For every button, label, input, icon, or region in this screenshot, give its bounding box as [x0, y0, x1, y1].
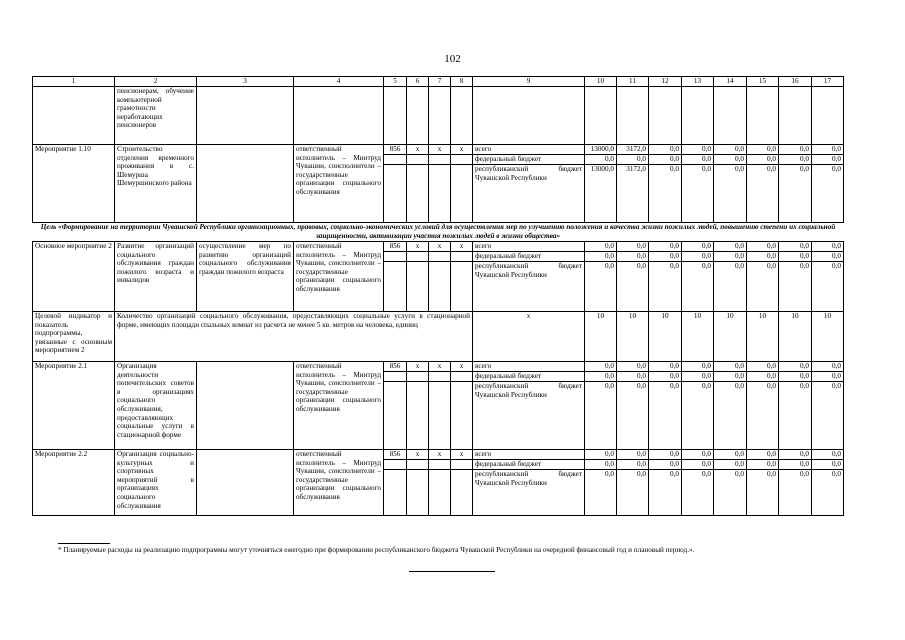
financing-row — [33, 145, 844, 155]
indicator-row — [33, 312, 844, 362]
cell — [407, 460, 429, 470]
funding-value: 0,0 — [682, 165, 714, 223]
funding-value: 0,0 — [747, 450, 779, 460]
column-header: 3 — [197, 77, 294, 87]
activity-result — [197, 450, 294, 516]
indicator-value: 10 — [649, 312, 682, 362]
funding-value: 0,0 — [649, 460, 682, 470]
cell — [747, 87, 779, 145]
code-x: x — [451, 145, 473, 155]
funding-value: 0,0 — [617, 450, 649, 460]
funding-value: 0,0 — [779, 145, 812, 155]
column-header: 14 — [714, 77, 747, 87]
funding-value: 0,0 — [779, 460, 812, 470]
cell — [585, 87, 617, 145]
funding-value: 0,0 — [779, 362, 812, 372]
code-x: x — [451, 242, 473, 252]
cell — [33, 87, 115, 145]
cell — [407, 382, 429, 450]
indicator-value: 10 — [747, 312, 779, 362]
cell — [649, 87, 682, 145]
funding-value: 0,0 — [585, 450, 617, 460]
cell — [617, 87, 649, 145]
cell — [384, 165, 407, 223]
funding-value: 0,0 — [812, 470, 844, 516]
funding-value: 0,0 — [617, 460, 649, 470]
cell — [407, 372, 429, 382]
column-header: 8 — [451, 77, 473, 87]
code-x: x — [407, 242, 429, 252]
funding-value: 0,0 — [812, 362, 844, 372]
funding-value: 0,0 — [682, 155, 714, 165]
financing-row — [33, 362, 844, 372]
cell — [384, 155, 407, 165]
program-table — [32, 76, 844, 516]
column-header: 9 — [473, 77, 585, 87]
cell — [407, 252, 429, 262]
activity-result: осуществление мер по развитию организаций социального обслуживания граждан пожилого возраста — [197, 242, 294, 312]
cell — [451, 252, 473, 262]
activity-description: Организация социально-культурных и спортивных мероприятий в организациях социального обслуживания — [115, 450, 197, 516]
cell — [429, 382, 451, 450]
funding-value: 0,0 — [649, 372, 682, 382]
funding-value: 0,0 — [585, 262, 617, 312]
funding-value: 0,0 — [714, 165, 747, 223]
funding-value: 0,0 — [747, 382, 779, 450]
cell — [384, 87, 407, 145]
funding-value: 13000,0 — [585, 145, 617, 155]
indicator-value: 10 — [617, 312, 649, 362]
funding-value: 0,0 — [812, 252, 844, 262]
cell — [451, 165, 473, 223]
cell — [451, 382, 473, 450]
funding-value: 0,0 — [649, 165, 682, 223]
activity-name: Мероприятие 2.1 — [33, 362, 115, 450]
funding-value: 0,0 — [747, 460, 779, 470]
cell — [451, 262, 473, 312]
activity-name: Основное мероприятие 2 — [33, 242, 115, 312]
funding-source: всего — [473, 145, 585, 155]
cell — [429, 87, 451, 145]
funding-value: 13000,0 — [585, 165, 617, 223]
cell — [429, 470, 451, 516]
funding-value: 0,0 — [812, 450, 844, 460]
funding-value: 0,0 — [617, 262, 649, 312]
funding-value: 0,0 — [779, 242, 812, 252]
column-header: 13 — [682, 77, 714, 87]
funding-value: 0,0 — [585, 382, 617, 450]
goal-row — [33, 223, 844, 242]
cell — [451, 87, 473, 145]
funding-value: 0,0 — [617, 470, 649, 516]
funding-value: 0,0 — [585, 155, 617, 165]
column-header: 16 — [779, 77, 812, 87]
cell — [407, 262, 429, 312]
funding-value: 0,0 — [812, 460, 844, 470]
funding-value: 0,0 — [682, 252, 714, 262]
cell — [197, 87, 294, 145]
funding-value: 0,0 — [682, 262, 714, 312]
column-header: 11 — [617, 77, 649, 87]
funding-value: 0,0 — [747, 262, 779, 312]
funding-value: 0,0 — [682, 145, 714, 155]
column-header: 12 — [649, 77, 682, 87]
funding-value: 0,0 — [649, 252, 682, 262]
funding-value: 0,0 — [812, 382, 844, 450]
funding-value: 0,0 — [714, 372, 747, 382]
column-header: 1 — [33, 77, 115, 87]
funding-value: 0,0 — [747, 242, 779, 252]
activity-name: Мероприятие 1.10 — [33, 145, 115, 223]
funding-value: 0,0 — [617, 372, 649, 382]
cell — [429, 460, 451, 470]
activity-description: Строительство отделения временного проживания в с. Шемурша Шемуршинского района — [115, 145, 197, 223]
code-x: x — [407, 450, 429, 460]
funding-value: 0,0 — [747, 470, 779, 516]
funding-source: республиканский бюджет Чувашской Республики — [473, 382, 585, 450]
cell — [451, 372, 473, 382]
column-header: 4 — [294, 77, 384, 87]
indicator-value: 10 — [682, 312, 714, 362]
cell — [384, 262, 407, 312]
funding-value: 0,0 — [585, 362, 617, 372]
funding-source: федеральный бюджет — [473, 460, 585, 470]
funding-value: 0,0 — [714, 470, 747, 516]
cell — [473, 87, 585, 145]
activity-result — [197, 145, 294, 223]
cell — [779, 87, 812, 145]
funding-value: 0,0 — [617, 382, 649, 450]
column-header: 17 — [812, 77, 844, 87]
indicator-value: 10 — [812, 312, 844, 362]
column-header: 5 — [384, 77, 407, 87]
cell — [407, 155, 429, 165]
funding-source: республиканский бюджет Чувашской Республики — [473, 262, 585, 312]
indicator-value: 10 — [779, 312, 812, 362]
funding-source: федеральный бюджет — [473, 252, 585, 262]
funding-value: 0,0 — [747, 145, 779, 155]
funding-value: 0,0 — [617, 242, 649, 252]
funding-value: 0,0 — [779, 165, 812, 223]
funding-value: 0,0 — [714, 252, 747, 262]
funding-value: 0,0 — [682, 382, 714, 450]
funding-value: 0,0 — [779, 382, 812, 450]
funding-value: 3172,0 — [617, 145, 649, 155]
activity-result — [197, 362, 294, 450]
funding-value: 0,0 — [812, 242, 844, 252]
goal-heading: Цель «Формирование на территории Чувашской Республики организационных, правовых, социально-экономических условий для осуществления мер по улучшению положения и качества жизни пожилых людей, повышению степени их социальной защищенности, активизации участия пожилых людей в жизни общества» — [33, 223, 844, 242]
cell — [384, 470, 407, 516]
funding-value: 0,0 — [747, 165, 779, 223]
funding-source: республиканский бюджет Чувашской Республики — [473, 165, 585, 223]
responsible-executor: ответственный исполнитель – Минтруд Чувашии, соисполнители – государственные организации социального обслуживания — [294, 145, 384, 223]
funding-value: 0,0 — [812, 165, 844, 223]
continuation-row — [33, 87, 844, 145]
cell — [451, 470, 473, 516]
column-header: 10 — [585, 77, 617, 87]
funding-value: 0,0 — [649, 362, 682, 372]
funding-value: 0,0 — [714, 450, 747, 460]
funding-source: федеральный бюджет — [473, 155, 585, 165]
cell — [812, 87, 844, 145]
code-x: x — [429, 450, 451, 460]
code-x: x — [429, 242, 451, 252]
funding-value: 0,0 — [812, 155, 844, 165]
indicator-value: 10 — [714, 312, 747, 362]
activity-name: Мероприятие 2.2 — [33, 450, 115, 516]
funding-value: 0,0 — [714, 362, 747, 372]
funding-value: 0,0 — [682, 450, 714, 460]
cell — [294, 87, 384, 145]
code-x: x — [407, 362, 429, 372]
funding-value: 0,0 — [649, 145, 682, 155]
funding-value: 0,0 — [779, 372, 812, 382]
funding-value: 0,0 — [714, 155, 747, 165]
continued-description: пенсионерам, обучение компьютерной грамотности неработающих пенсионеров — [115, 87, 197, 145]
footnote: * Планируемые расходы на реализацию подпрограммы могут уточняться ежегодно при формировании республиканского бюджета Чувашской Республики на очередной финансовый год и плановый период.». — [58, 546, 695, 554]
funding-value: 0,0 — [812, 262, 844, 312]
funding-value: 3172,0 — [617, 165, 649, 223]
cell — [451, 460, 473, 470]
funding-source: всего — [473, 362, 585, 372]
cell — [429, 252, 451, 262]
funding-value: 0,0 — [714, 145, 747, 155]
cell — [429, 155, 451, 165]
indicator-name: Целевой индикатор и показатель подпрограммы, увязанные с основным мероприятием 2 — [33, 312, 115, 362]
budget-code: 856 — [384, 450, 407, 460]
funding-value: 0,0 — [714, 460, 747, 470]
funding-value: 0,0 — [812, 145, 844, 155]
indicator-description: Количество организаций социального обслуживания, предоставляющих социальные услуги в стационарной форме, имеющих площади спальных комнат из расчета не менее 5 кв. метров на человека, единиц — [115, 312, 473, 362]
funding-value: 0,0 — [585, 252, 617, 262]
funding-value: 0,0 — [617, 252, 649, 262]
funding-value: 0,0 — [747, 362, 779, 372]
funding-value: 0,0 — [714, 242, 747, 252]
funding-value: 0,0 — [779, 252, 812, 262]
page-number: 102 — [444, 53, 461, 65]
cell — [714, 87, 747, 145]
header-row — [33, 77, 844, 87]
funding-source: всего — [473, 242, 585, 252]
code-x: x — [429, 362, 451, 372]
financing-row — [33, 450, 844, 460]
cell — [384, 460, 407, 470]
cell — [384, 252, 407, 262]
funding-value: 0,0 — [682, 242, 714, 252]
funding-value: 0,0 — [649, 242, 682, 252]
code-x: x — [429, 145, 451, 155]
responsible-executor: ответственный исполнитель – Минтруд Чувашии, соисполнители – государственные организации социального обслуживания — [294, 362, 384, 450]
financing-row — [33, 242, 844, 252]
funding-value: 0,0 — [714, 382, 747, 450]
cell — [407, 165, 429, 223]
funding-value: 0,0 — [649, 262, 682, 312]
responsible-executor: ответственный исполнитель – Минтруд Чувашии, соисполнители – государственные организации социального обслуживания — [294, 242, 384, 312]
funding-value: 0,0 — [617, 362, 649, 372]
funding-value: 0,0 — [649, 470, 682, 516]
funding-value: 0,0 — [779, 450, 812, 460]
code-x: x — [451, 450, 473, 460]
funding-value: 0,0 — [682, 372, 714, 382]
funding-value: 0,0 — [585, 242, 617, 252]
funding-source: федеральный бюджет — [473, 372, 585, 382]
indicator-value: 10 — [585, 312, 617, 362]
responsible-executor: ответственный исполнитель – Минтруд Чувашии, соисполнители – государственные организации социального обслуживания — [294, 450, 384, 516]
funding-value: 0,0 — [747, 372, 779, 382]
funding-value: 0,0 — [682, 460, 714, 470]
cell — [429, 165, 451, 223]
funding-value: 0,0 — [682, 470, 714, 516]
footnote-separator — [58, 543, 110, 544]
end-line — [409, 571, 495, 572]
funding-value: 0,0 — [649, 382, 682, 450]
funding-value: 0,0 — [779, 470, 812, 516]
cell — [429, 372, 451, 382]
code-x: x — [451, 362, 473, 372]
funding-value: 0,0 — [812, 372, 844, 382]
funding-value: 0,0 — [779, 262, 812, 312]
cell — [384, 372, 407, 382]
funding-value: 0,0 — [682, 362, 714, 372]
code-x: x — [407, 145, 429, 155]
funding-source: республиканский бюджет Чувашской Республики — [473, 470, 585, 516]
funding-value: 0,0 — [779, 155, 812, 165]
funding-value: 0,0 — [585, 460, 617, 470]
cell — [407, 470, 429, 516]
funding-value: 0,0 — [649, 155, 682, 165]
funding-value: 0,0 — [585, 372, 617, 382]
column-header: 7 — [429, 77, 451, 87]
funding-value: 0,0 — [747, 155, 779, 165]
budget-code: 856 — [384, 145, 407, 155]
funding-value: 0,0 — [585, 470, 617, 516]
funding-value: 0,0 — [617, 155, 649, 165]
column-header: 2 — [115, 77, 197, 87]
cell — [429, 262, 451, 312]
activity-description: Организация деятельности попечительских советов в организациях социального обслуживания, предоставляющих социальные услуги в стационарной форме — [115, 362, 197, 450]
cell — [451, 155, 473, 165]
funding-source: всего — [473, 450, 585, 460]
cell — [384, 382, 407, 450]
budget-code: 856 — [384, 242, 407, 252]
column-header: 6 — [407, 77, 429, 87]
indicator-x: x — [473, 312, 585, 362]
activity-description: Развитие организаций социального обслуживания граждан пожилого возраста и инвалидов — [115, 242, 197, 312]
column-header: 15 — [747, 77, 779, 87]
cell — [682, 87, 714, 145]
funding-value: 0,0 — [714, 262, 747, 312]
cell — [407, 87, 429, 145]
budget-code: 856 — [384, 362, 407, 372]
funding-value: 0,0 — [747, 252, 779, 262]
funding-value: 0,0 — [649, 450, 682, 460]
